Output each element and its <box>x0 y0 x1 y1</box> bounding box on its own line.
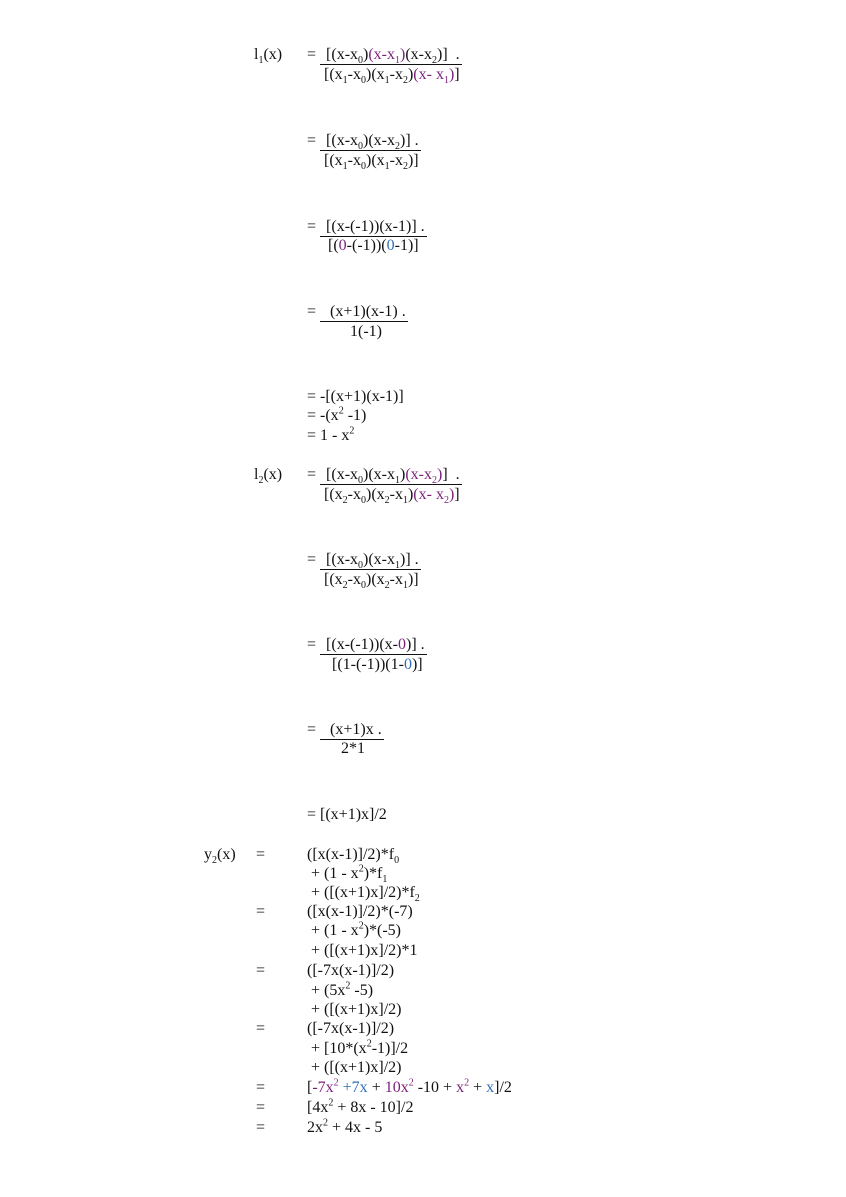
y2-line-14: $[4x^2 + 8x - 10]/2$ <box>307 1097 414 1116</box>
y2-line-15: $2x^2 + 4x - 5$ <box>307 1117 383 1136</box>
y2-line-5: + $(1 - x^2)*(-5)$ <box>311 920 401 939</box>
l1-step4-denominator: 1(-1) <box>350 323 382 340</box>
l1-final-1: = -[(x+1)(x-1)] <box>307 388 404 405</box>
l1-step1-denominator: [$(x_1-x_0)(x_1-x_2)(x-$ $x_1$)] <box>324 66 460 87</box>
l2-step1-denominator: [$(x_2-x_0)(x_2-x_1)(x-$ $x_2$)] <box>324 486 460 507</box>
l1-step3-denominator: [(0-(-1))(0-1)] <box>328 237 419 254</box>
l2-step3-numerator: = [(x-(-1))(x-0)] . <box>307 636 425 653</box>
y2-line-1: $([x(x-1)]/2)*f_0$ <box>307 846 400 867</box>
y2-equals-5: = <box>256 1079 266 1096</box>
y2-line-4: ([x(x-1)]/2)*(-7) <box>307 903 413 920</box>
y2-line-13: [$-7x^2 +7x + 10x^2$ $-10 + x^2 + x]/2$ <box>307 1077 512 1096</box>
y2-equals-4: = <box>256 1020 266 1037</box>
l1-label: $l_1(x)$ <box>254 46 283 67</box>
l1-step3-numerator: = [(x-(-1))(x-1)] . <box>307 218 425 235</box>
l2-final: = [(x+1)x]/2 <box>307 806 387 823</box>
y2-equals-7: = <box>256 1119 266 1136</box>
l1-final-2: = $-(x^2$ -1) <box>307 405 367 424</box>
y2-equals-1: = <box>256 846 266 863</box>
y2-line-9: + ([(x+1)x]/2) <box>311 1001 402 1018</box>
l2-step4-numerator: = (x+1)x . <box>307 721 382 738</box>
y2-line-11: + $[10*(x^2-1)]/2$ <box>311 1038 409 1057</box>
y2-equals-6: = <box>256 1099 266 1116</box>
l1-step2-numerator: = $[(x-x_0)(x-x_2)]$ . <box>307 132 419 153</box>
l2-step1-numerator: = $[(x-x_0)(x-x_1)(x-x_2)]$ . <box>307 466 460 487</box>
y2-equals-3: = <box>256 962 266 979</box>
y2-line-12: + ([(x+1)x]/2) <box>311 1059 402 1076</box>
l1-final-3: = $1 - x^2$ <box>307 425 355 444</box>
l1-step2-denominator: $[(x_1-x_0)(x_1-x_2)]$ <box>324 152 419 173</box>
y2-equals-2: = <box>256 903 266 920</box>
l1-step4-numerator: = (x+1)(x-1) . <box>307 303 406 320</box>
y2-line-7: ([-7x(x-1)]/2) <box>307 962 395 979</box>
l2-label: $l_2(x)$ <box>254 466 283 487</box>
y2-line-6: + ([(x+1)x]/2)*1 <box>311 942 418 959</box>
y2-line-3: + $([(x+1)x]/2)*f_2$ <box>311 884 420 905</box>
l2-step4-denominator: 2*1 <box>341 740 365 757</box>
l2-step3-denominator: [(1-(-1))(1-0)] <box>332 656 423 673</box>
y2-line-8: + ($5x^2$ -5) <box>311 980 374 999</box>
y2-label: $y_2(x)$ <box>204 846 236 867</box>
l1-step1-numerator: = $[(x-x_0)(x-x_1)(x-x_2)]$ . <box>307 46 460 67</box>
y2-line-2: + $(1 - x^2)*f_1$ <box>311 863 388 886</box>
l2-step2-numerator: = $[(x-x_0)(x-x_1)]$ . <box>307 551 419 572</box>
y2-line-10: ([-7x(x-1)]/2) <box>307 1020 395 1037</box>
l2-step2-denominator: $[(x_2-x_0)(x_2-x_1)]$ <box>324 571 419 592</box>
